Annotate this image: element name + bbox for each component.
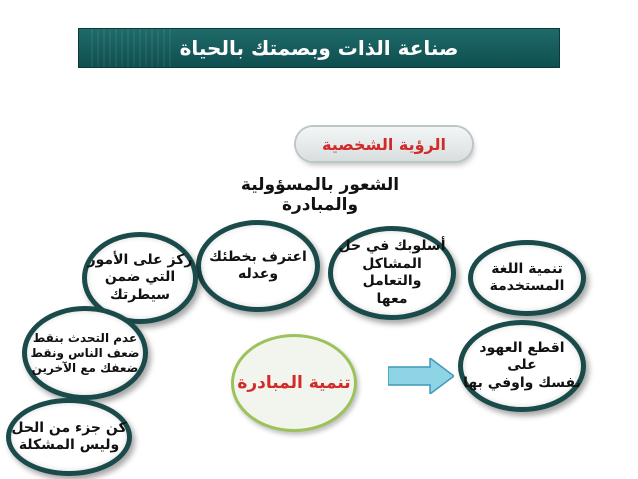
bubble-language — [468, 240, 586, 316]
bubble-no-weakness-talk-text: عدم التحدث بنقط ضعف الناس ونقط ضعفك مع الآخرين — [30, 330, 140, 375]
title-bar — [78, 28, 560, 68]
bubble-admit-mistake — [196, 220, 320, 312]
vision-label: الرؤية الشخصية — [322, 134, 446, 154]
vision-badge — [296, 127, 472, 161]
initiative-label: تنمية المبادرة — [237, 373, 351, 393]
bubble-focus-text: ركز على الأمور التي ضمن سيطرتك — [87, 251, 193, 303]
bubble-admit-mistake-text: اعترف بخطئك وعدله — [209, 248, 307, 282]
bubble-solve-style-text: أسلوبك في حل المشاكل والتعامل معها — [338, 238, 446, 307]
bubble-promises — [458, 320, 586, 412]
bubble-be-solution — [6, 398, 132, 476]
page-title: صناعة الذات وبصمتك بالحياة — [179, 36, 459, 60]
initiative-circle — [231, 334, 357, 432]
bubble-be-solution-text: كن جزء من الحل وليس المشكلة — [11, 419, 127, 453]
right-arrow-icon — [388, 358, 454, 394]
bubble-no-weakness-talk — [22, 306, 148, 400]
bubble-solve-style — [328, 226, 456, 320]
subtitle: الشعور بالمسؤولية والمبادرة — [240, 175, 400, 215]
bubble-language-text: تنمية اللغة المستخدمة — [489, 260, 565, 294]
bubble-promises-text: اقطع العهود على نفسك واوفي بها — [463, 339, 581, 391]
